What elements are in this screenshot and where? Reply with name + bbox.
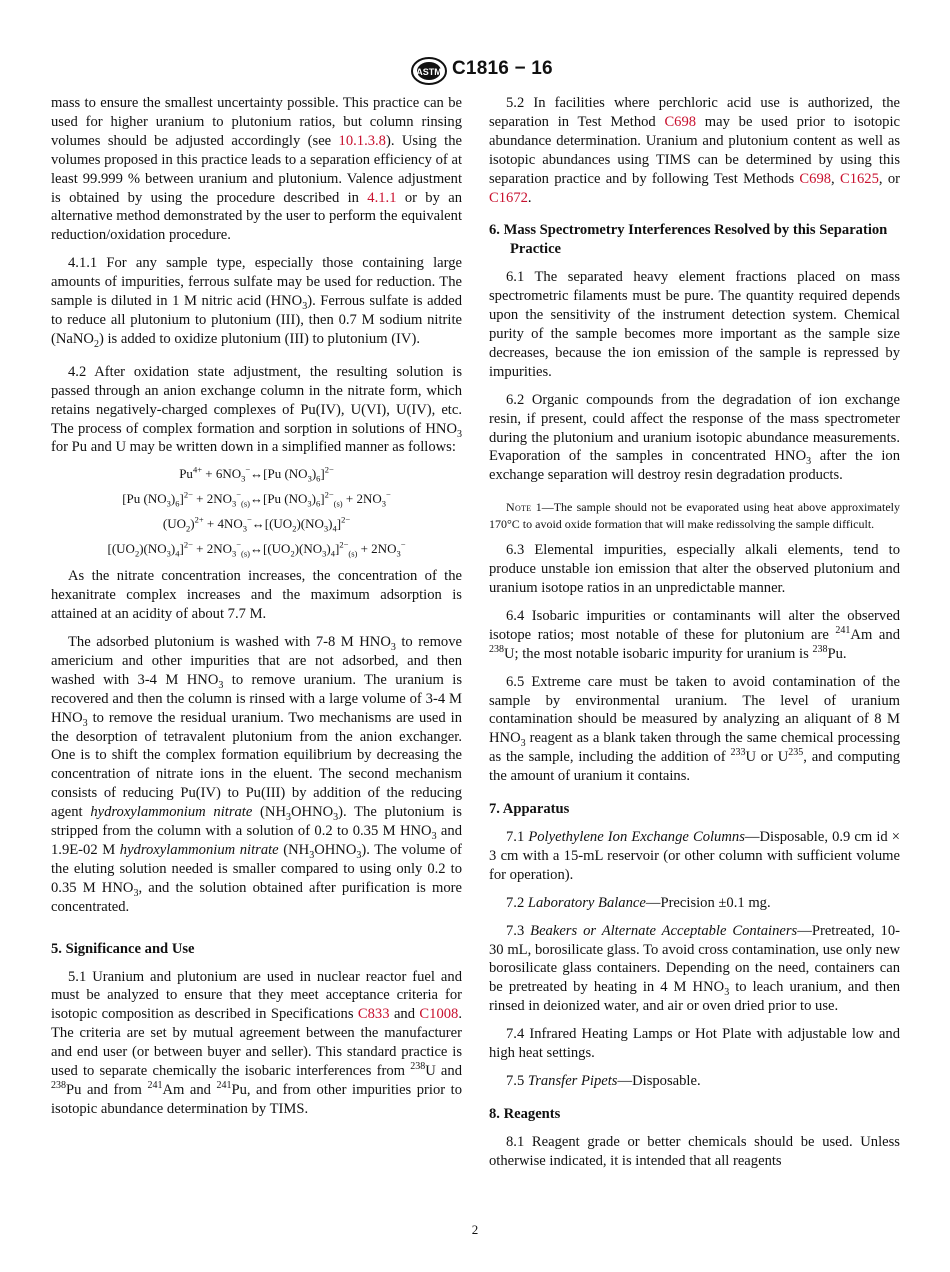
link-10-1-3-8[interactable]: 10.1.3.8 [338,132,386,149]
paragraph-6-4: 6.4 Isobaric impurities or contaminants will alter the observed isotope ratios; most notable of these for plutonium are $^{241}$Am and $^{238}$U; the most notable isobaric impurity for uranium is $^{238}$Pu. [489,607,900,662]
left-column [51,94,462,1119]
section-heading-5: 5. Significance and Use [51,940,195,957]
note-1: Note 1—The sample should not be evaporated using heat above approximately 170°C to avoid oxide formation that will make redissolving the sample difficult. [489,500,900,531]
paragraph-6-2: 6.2 Organic compounds from the degradation of ion exchange resin, if present, could affect the response of the mass spectrometer during the plutonium and uranium isotopic abundance measurements. Evaporation of the samples in concentrated $HNO_3$ after the ion exchange separation will destroy resin degradation products. [489,391,900,484]
section-heading-8: 8. Reagents [489,1105,561,1122]
page-number: 2 [471,1222,479,1237]
astm-logo-icon [410,56,448,86]
paragraph-4-1-1: 4.1.1 For any sample type, especially those containing large amounts of impurities, ferrous sulfate may be used for reduction. The sample is diluted in 1 M nitric acid $(HNO_3)$. Ferrous sulfate is added to reduce all plutonium to plutonium (III), then 0.7 M sodium nitrite (NaNO$_2$) is added to oxidize plutonium (III) to plutonium (IV). [51,255,462,350]
paragraph-7-3: 7.3 Beakers or Alternate Acceptable Containers—Pretreated, 10-30 mL, borosilicate glass. To avoid cross contamination, use only new borosilicate glass containers. Depending on the need, containers can be pretreated by heating in 4 M $HNO_3$ to leach uranium, and then rinsed in deionized water, and air or oven dried prior to use. [489,922,901,1015]
paragraph: mass to ensure the smallest uncertainty possible. This practice can be used for higher uranium to plutonium ratios, but column rinsing volumes should be adjusted accordingly (see 10.1.3.8). Using the volumes proposed in this practice leads to a separation efficiency of at least 99.999 % between uranium and plutonium. Valence adjustment is obtained by using the procedure described in 4.1.1 or by an alternative method demonstrated by the user to perform the equivalent reduction/oxidation procedure. [51,95,462,244]
paragraph-7-2: 7.2 Laboratory Balance—Precision ±0.1 mg. [506,894,771,911]
section-heading-7: 7. Apparatus [489,801,570,818]
paragraph: The adsorbed plutonium is washed with 7-8 M $HNO_3$ to remove americium and other impurities that are not adsorbed, and then washed with 3-4 M $HNO_3$ to remove uranium. The uranium is recovered and then the column is rinsed with a large volume of 3-4 M $HNO_3$ to remove the residual uranium. Two mechanisms are used in the desorption of tetravalent plutonium from the anion exchanger. One is to shift the complex formation equilibrium by decreasing the concentration of nitrate ions in the eluent. The second mechanism consists of reducing Pu(IV) to Pu(III) by addition of the reducing agent hydroxylammonium nitrate $(NH_3OHNO_3)$. The plutonium is stripped from the column with a solution of 0.2 to 0.35 M $HNO_3$ and 1.9E-02 M hydroxylammonium nitrate $(NH_3OHNO_3)$. The volume of the eluting solution needed is smaller compared to using only 0.2 to 0.35 M $HNO_3$, and the solution obtained after purification is more concentrated. [51,634,463,915]
paragraph-7-4: 7.4 Infrared Heating Lamps or Hot Plate with adjustable low and high heat settings. [489,1026,900,1062]
link-c1625[interactable]: C1625 [839,170,879,187]
document-id: C1816 − 16 [452,58,553,79]
paragraph-5-2: 5.2 In facilities where perchloric acid use is authorized, the separation in Test Method C698 may be used prior to isotopic abundance determination. Uranium and plutonium content as well as isotopic abundances using TIMS can be determined by using this separation practice and by following Test Methods C698, C1625, or C1672. [489,95,900,206]
paragraph-6-1: 6.1 The separated heavy element fractions placed on mass spectrometric filaments must be pure. The quantity required depends upon the sensitivity of the instrument detection system. Chemical purity of the sample becomes more important as the sample size decreases, because the ion emission of the sample is repressed by impurities. [489,269,900,380]
link-c698-2[interactable]: C698 [799,170,832,187]
link-c1008[interactable]: C1008 [419,1006,459,1023]
paragraph-7-1: 7.1 Polyethylene Ion Exchange Columns—Disposable, 0.9 cm id × 3 cm with a 15-mL reservoir (or other column with sufficient volume for operation). [489,829,901,883]
paragraph-7-5: 7.5 Transfer Pipets—Disposable. [506,1072,701,1089]
equation-1: $Pu^{4+}$ + $6NO_3^-\leftrightarrow[Pu$ $(NO_3)_6]^{2-}$ [179,464,334,484]
link-c833[interactable]: C833 [357,1006,390,1023]
equation-2: [Pu $(NO_3)_6]^{2-}$ + $2NO_3^-_{(s)}\leftrightarrow[Pu$ $(NO_3)_6]^{2-}_{(s)} + 2NO_3^-$ [122,489,391,509]
paragraph: As the nitrate concentration increases, the concentration of the hexanitrate complex increases and the maximum adsorption is attained at an acidity of about 7.7 M. [51,568,462,623]
link-4-1-1[interactable]: 4.1.1 [367,189,397,206]
equation-3: $(UO_2)^{2+}$ + $4NO_3^-\leftrightarrow[(UO_2)(NO_3)_4]^{2-}$ [162,514,351,534]
svg-text:ASTM: ASTM [416,67,442,77]
paragraph-6-5: 6.5 Extreme care must be taken to avoid contamination of the sample by environmental uranium. The level of uranium contamination should be measured by analyzing an aliquant of 8 M $HNO_3$ reagent as a blank taken through the same chemical processing as the sample, including the addition of $^{233}$U or $U^{235}$, and computing the amount of uranium it contains. [489,673,900,785]
paragraph-8-1: 8.1 Reagent grade or better chemicals should be used. Unless otherwise indicated, it is intended that all reagents [489,1133,900,1169]
equation-block [51,461,462,561]
equation-4: $[(UO_2)(NO_3)_4]^{2-}$ + $2NO_3^-_{(s)}\leftrightarrow[(UO_2)(NO_3)_4]^{2-}_{(s)} + 2NO_3^-$ [107,539,406,559]
link-c698[interactable]: C698 [664,113,697,130]
right-column [489,94,900,1171]
paragraph-6-3: 6.3 Elemental impurities, especially alkali elements, tend to produce unstable ion emission that alter the observed plutonium and uranium isotope ratios in an unpredictable manner. [489,542,900,597]
paragraph-4-2: 4.2 After oxidation state adjustment, the resulting solution is passed through an anion exchange column in the nitrate form, which retains negatively-charged complexes of Pu(IV), U(VI), U(IV), etc. The process of complex formation and sorption in solutions of $HNO_3$ for Pu and U may be written down in a simplified manner as follows: [51,363,462,456]
section-heading-6: 6. Mass Spectrometry Interferences Resolved by this Separation Practice [489,222,888,258]
page-header [0,56,950,86]
paragraph-5-1: 5.1 Uranium and plutonium are used in nuclear reactor fuel and must be analyzed to ensure that they meet acceptance criteria for isotopic composition as described in Specifications C833 and C1008. The criteria are set by mutual agreement between the manufacturer and end user (or between buyer and seller). This standard practice is used to separate chemically the isobaric interferences from $^{238}$U and $^{238}$Pu and from $^{241}$Am and $^{241}$Pu, and from other impurities prior to isotopic abundance determination by TIMS. [51,968,462,1117]
link-c1672[interactable]: C1672 [489,189,528,206]
